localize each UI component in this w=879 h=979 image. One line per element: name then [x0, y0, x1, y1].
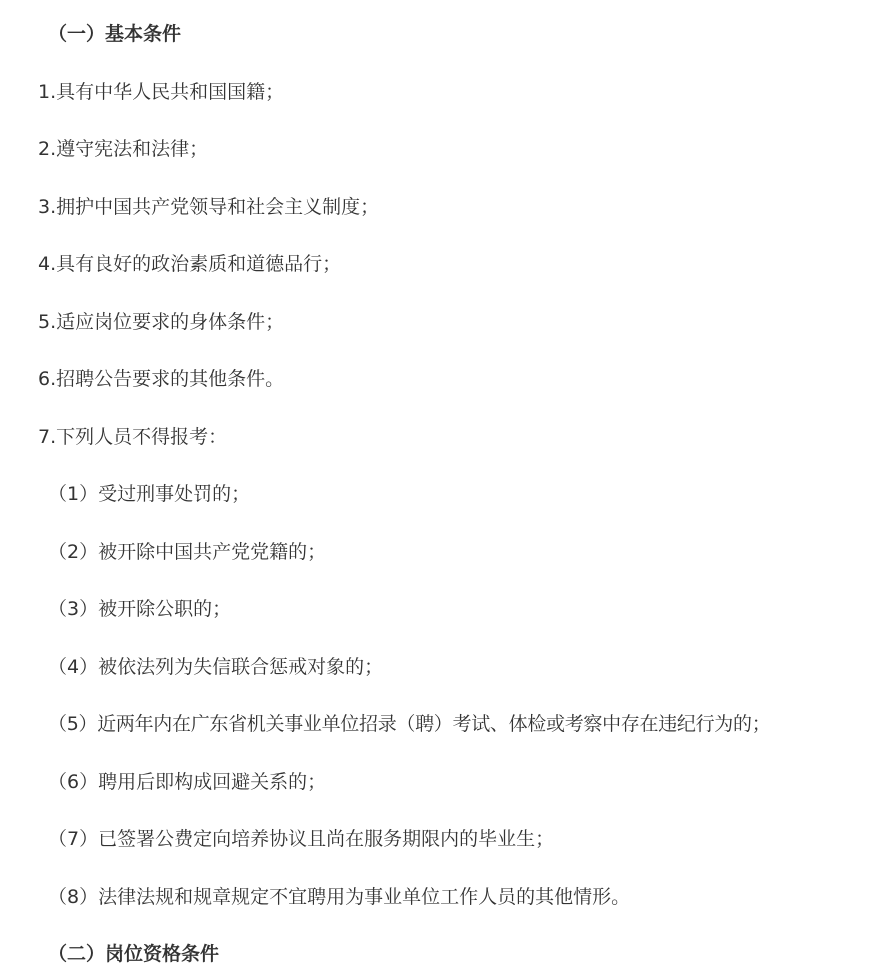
section-heading-basic-conditions: （一）基本条件	[48, 23, 182, 45]
exclusion-item-4: （4）被依法列为失信联合惩戒对象的；	[48, 656, 384, 678]
exclusion-item-5: （5）近两年内在广东省机关事业单位招录（聘）考试、体检或考察中存在违纪行为的；	[48, 713, 771, 735]
exclusion-item-7: （7）已签署公费定向培养协议且尚在服务期限内的毕业生；	[48, 828, 555, 850]
exclusion-item-3: （3）被开除公职的；	[48, 598, 232, 620]
exclusion-item-8: （8）法律法规和规章规定不宜聘用为事业单位工作人员的其他情形。	[48, 886, 631, 908]
exclusion-item-2: （2）被开除中国共产党党籍的；	[48, 541, 327, 563]
condition-item-1: 1.具有中华人民共和国国籍；	[38, 81, 285, 103]
exclusion-item-1: （1）受过刑事处罚的；	[48, 483, 251, 505]
exclusion-item-6: （6）聘用后即构成回避关系的；	[48, 771, 327, 793]
condition-item-3: 3.拥护中国共产党领导和社会主义制度；	[38, 196, 380, 218]
condition-item-6: 6.招聘公告要求的其他条件。	[38, 368, 285, 390]
section-heading-position-qualifications: （二）岗位资格条件	[48, 943, 220, 965]
condition-item-5: 5.适应岗位要求的身体条件；	[38, 311, 285, 333]
condition-item-4: 4.具有良好的政治素质和道德品行；	[38, 253, 342, 275]
condition-item-7: 7.下列人员不得报考：	[38, 426, 228, 448]
condition-item-2: 2.遵守宪法和法律；	[38, 138, 209, 160]
